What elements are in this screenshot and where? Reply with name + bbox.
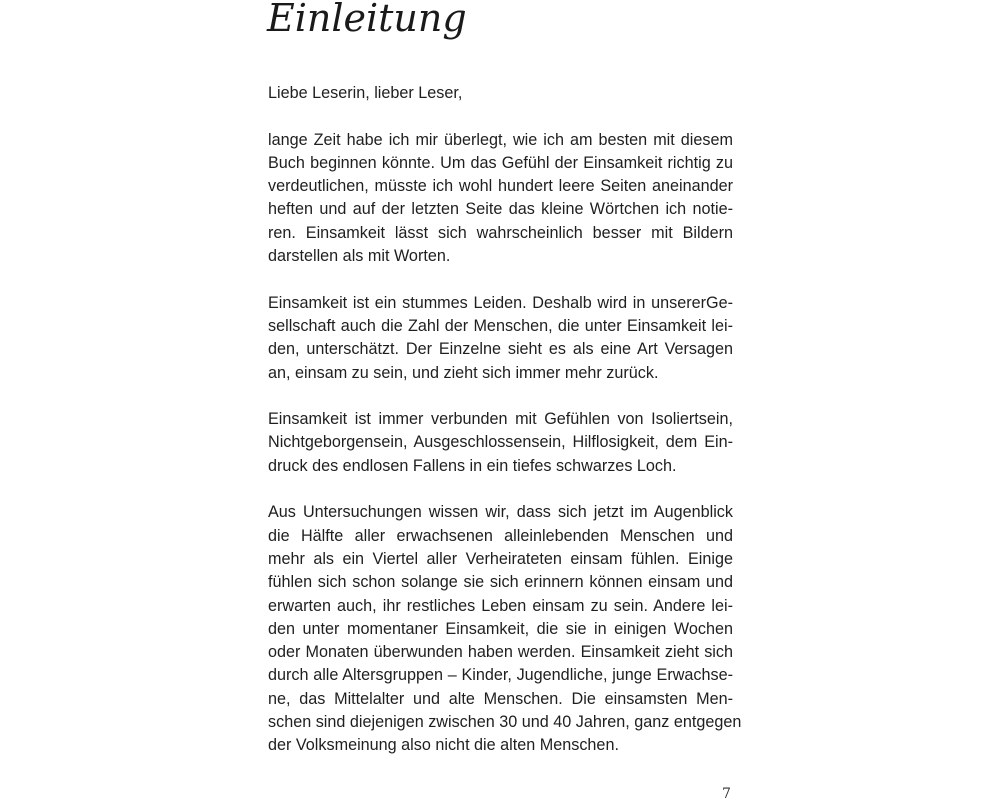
text-line: Einsamkeit ist immer verbunden mit Gefühlen von Isoliertsein, <box>268 410 733 429</box>
text-line: schen sind diejenigen zwischen 30 und 40 Jahren, ganz entgegen <box>268 713 742 732</box>
text-line: Liebe Leserin, lieber Leser, <box>268 84 463 102</box>
text-line: den, unterschätzt. Der Einzelne sieht es als eine Art Versagen <box>268 340 733 359</box>
paragraph-gap <box>268 478 733 501</box>
text-line: die Hälfte aller erwachsenen alleinlebenden Menschen und <box>268 526 733 545</box>
paragraph-gap <box>268 268 733 291</box>
body-text <box>268 82 742 758</box>
page-number: 7 <box>722 786 731 802</box>
paragraph <box>268 501 742 757</box>
paragraph-gap <box>268 385 733 408</box>
text-line: Nichtgeborgensein, Ausgeschlossensein, Hilflosigkeit, dem Ein- <box>268 433 733 452</box>
text-line: darstellen als mit Worten. <box>268 247 451 266</box>
paragraph <box>268 129 733 269</box>
text-line: heften und auf der letzten Seite das kleine Wörtchen ich notie- <box>268 200 733 219</box>
paragraph <box>268 292 733 385</box>
text-line: fühlen sich schon solange sie sich erinnern können einsam und <box>268 573 733 592</box>
chapter-heading: Einleitung <box>267 0 467 40</box>
text-line: ren. Einsamkeit lässt sich wahrscheinlich besser mit Bildern <box>268 223 733 242</box>
text-line: druck des endlosen Fallens in ein tiefes schwarzes Loch. <box>268 456 677 475</box>
text-line: oder Monaten überwunden haben werden. Einsamkeit zieht sich <box>268 643 733 662</box>
text-line: Einsamkeit ist ein stummes Leiden. Deshalb wird in unsererGe- <box>268 293 733 312</box>
text-line: sellschaft auch die Zahl der Menschen, die unter Einsamkeit lei- <box>268 316 733 335</box>
text-line: Buch beginnen könnte. Um das Gefühl der Einsamkeit richtig zu <box>268 153 733 172</box>
paragraph-gap <box>268 105 733 128</box>
text-line: Aus Untersuchungen wissen wir, dass sich jetzt im Augenblick <box>268 503 733 522</box>
text-line: erwarten auch, ihr restliches Leben einsam zu sein. Andere lei- <box>268 596 733 615</box>
text-line: verdeutlichen, müsste ich wohl hundert leere Seiten aneinander <box>268 177 733 196</box>
paragraph <box>268 408 733 478</box>
text-line: durch alle Altersgruppen – Kinder, Jugendliche, junge Erwachse- <box>268 666 733 685</box>
text-line: der Volksmeinung also nicht die alten Menschen. <box>268 736 619 755</box>
text-line: ne, das Mittelalter und alte Menschen. Die einsamsten Men- <box>268 689 733 708</box>
text-line: mehr als ein Viertel aller Verheirateten einsam fühlen. Einige <box>268 549 733 568</box>
text-line: den unter momentaner Einsamkeit, die sie in einigen Wochen <box>268 619 733 638</box>
text-line: an, einsam zu sein, und zieht sich immer mehr zurück. <box>268 363 659 382</box>
paragraph <box>268 82 733 105</box>
text-line: lange Zeit habe ich mir überlegt, wie ich am besten mit diesem <box>268 130 733 149</box>
